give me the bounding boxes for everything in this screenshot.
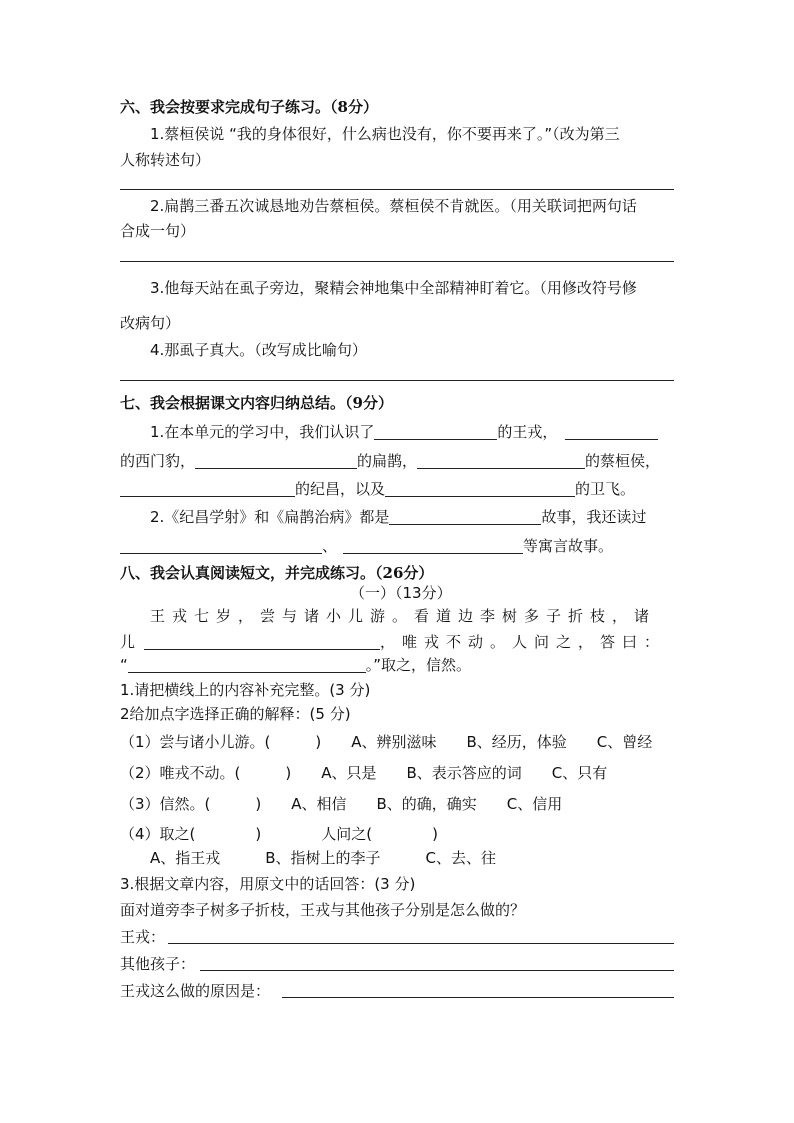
s7-l1-text-b: 的王戎， (497, 423, 558, 441)
s8-q3: 3.根据文章内容，用原文中的话回答：(3 分) (120, 875, 416, 893)
s7-l1-text-a: 1.在本单元的学习中，我们认识了 (150, 423, 375, 441)
passage-l2-text-b: ，唯戎不动。人问之，答曰： (380, 633, 667, 651)
passage-l3-text-a: “ (120, 656, 128, 674)
answer-label-reason: 王戎这么做的原因是： (120, 982, 271, 1000)
section-8-title: 八、我会认真阅读短文，并完成练习。（26分） (120, 564, 434, 582)
s8-q2-option4: （4）取之( ) 人问之( ) (120, 825, 438, 843)
answer-label-other-children: 其他孩子： (120, 955, 196, 973)
passage-line2 (120, 632, 666, 652)
passage-subtitle: （一）（13分） (350, 584, 452, 602)
s8-q2-option4-choices: A、指王戎 B、指树上的李子 C、去、往 (150, 849, 497, 867)
blank-story-type[interactable] (389, 508, 541, 525)
s7-l2-text-a: 的西门豹， (120, 452, 196, 470)
answer-line-s6-q1[interactable] (120, 189, 674, 190)
s7-line4 (150, 507, 646, 527)
s7-l4-text-b: 故事，我还读过 (541, 508, 647, 526)
blank-bianque-trait[interactable] (195, 452, 357, 469)
s6-q2-line1: 2.扁鹊三番五次诚恳地劝告蔡桓侯。蔡桓侯不肯就医。（用关联词把两句话 (150, 197, 637, 215)
s6-q1-line1: 1.蔡桓侯说 “我的身体很好，什么病也没有，你不要再来了。”（改为第三 (150, 125, 620, 143)
answer-line-wangrong[interactable] (168, 943, 674, 944)
blank-fable-2[interactable] (343, 537, 523, 554)
s6-q4: 4.那虱子真大。（改写成比喻句） (150, 341, 367, 359)
s6-q3-line2: 改病句） (120, 314, 181, 332)
passage-l2-text-a: 儿 (120, 633, 143, 651)
s7-l2-text-b: 的扁鹊， (357, 452, 418, 470)
s7-line3 (120, 479, 635, 499)
s8-q1: 1.请把横线上的内容补充完整。(3 分) (120, 681, 371, 699)
blank-weifei-trait[interactable] (385, 480, 575, 497)
s6-q3-line1: 3.他每天站在虱子旁边，聚精会神地集中全部精神盯着它。（用修改符号修 (150, 279, 637, 297)
s8-q2-option2: （2）唯戎不动。( ) A、只是 B、表示答应的词 C、只有 (120, 764, 608, 782)
passage-l3-text-b: 。”取之，信然。 (365, 656, 472, 674)
blank-wangrong-answer[interactable] (128, 656, 366, 673)
blank-children-action[interactable] (144, 633, 380, 650)
section-7-title: 七、我会根据课文内容归纳总结。（9分） (120, 394, 393, 412)
s8-q2: 2给加点字选择正确的解释：(5 分) (120, 705, 351, 723)
s8-q2-option1: （1）尝与诸小儿游。( ) A、辨别滋味 B、经历，体验 C、曾经 (120, 733, 653, 751)
blank-caihuanhou-trait[interactable] (417, 452, 585, 469)
section-6-title: 六、我会按要求完成句子练习。（8分） (120, 98, 378, 116)
blank-jichang-trait[interactable] (120, 480, 295, 497)
passage-line3 (120, 655, 471, 675)
s7-line2 (120, 451, 660, 471)
answer-label-wangrong: 王戎： (120, 928, 166, 946)
answer-line-s6-q2[interactable] (120, 261, 674, 262)
blank-wangrong-trait[interactable] (374, 423, 497, 440)
s7-l3-text-a: 的纪昌，以及 (295, 480, 386, 498)
s6-q1-line2: 人称转述句） (120, 151, 211, 169)
s7-line5 (120, 536, 613, 556)
s7-l5-text-b: 等寓言故事。 (523, 537, 614, 555)
blank-ximenbao-trait[interactable] (565, 423, 658, 440)
s7-l4-text-a: 2.《纪昌学射》和《扁鹊治病》都是 (150, 508, 390, 526)
s7-l2-text-c: 的蔡桓侯， (585, 452, 661, 470)
passage-line1: 王戎七岁，尝与诸小儿游。看道边李树多子折枝，诸 (150, 607, 657, 625)
answer-line-reason[interactable] (282, 997, 674, 998)
s6-q2-line2: 合成一句） (120, 222, 196, 240)
s8-q3-question: 面对道旁李子树多子折枝，王戎与其他孩子分别是怎么做的？ (120, 901, 526, 919)
blank-fable-1[interactable] (120, 537, 322, 554)
s8-q2-option3: （3）信然。( ) A、相信 B、的确，确实 C、信用 (120, 795, 563, 813)
s7-line1 (150, 422, 658, 442)
answer-line-other-children[interactable] (200, 970, 674, 971)
s7-l3-text-b: 的卫飞。 (575, 480, 636, 498)
s7-l5-text-a: 、 (322, 537, 338, 555)
answer-line-s6-q4[interactable] (120, 380, 674, 381)
